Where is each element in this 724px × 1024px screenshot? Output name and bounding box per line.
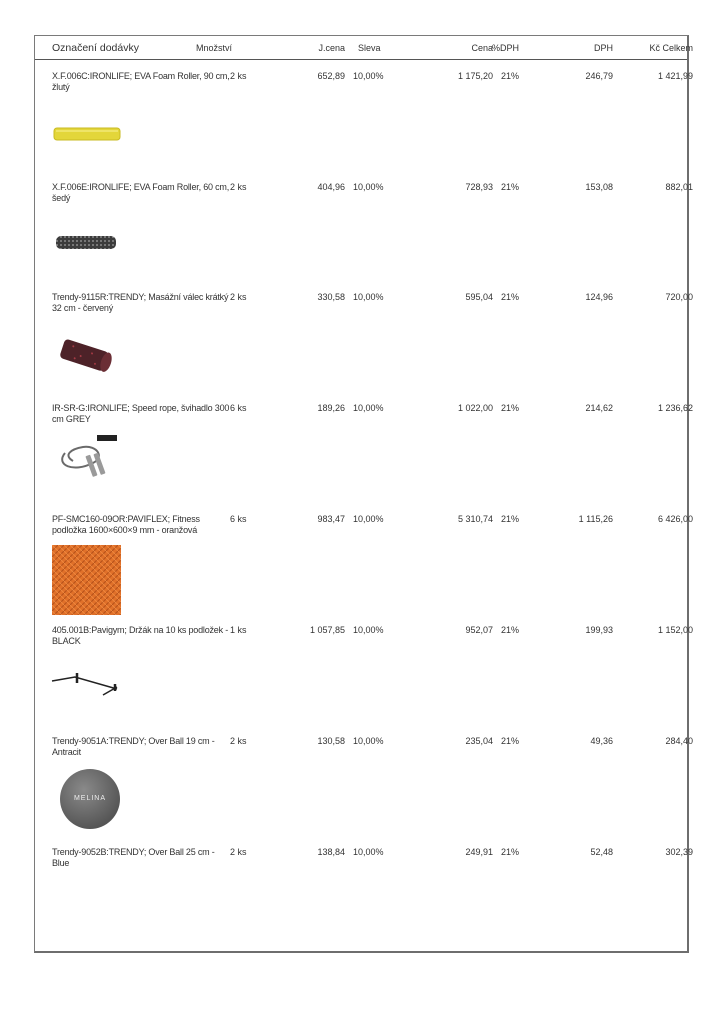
item-qty: 6 ks: [230, 403, 247, 413]
item-discount: 10,00%: [353, 292, 384, 302]
item-discount: 10,00%: [353, 625, 384, 635]
item-name: X.F.006C:IRONLIFE; EVA Foam Roller, 90 cm, žlutý: [52, 71, 230, 92]
grey-foam-roller-image: [55, 235, 119, 251]
header-qty: Množství: [196, 43, 233, 53]
header-name: Označení dodávky: [52, 42, 139, 54]
item-vat: 124,96: [585, 292, 613, 302]
item-vat-pct: 21%: [501, 403, 520, 413]
item-price: 952,07: [465, 625, 493, 635]
header-price: Cena: [471, 43, 493, 53]
item-total: 720,00: [665, 292, 693, 302]
item-name: IR-SR-G:IRONLIFE; Speed rope, švihadlo 300 cm GREY: [52, 403, 230, 424]
table-row: [35, 847, 693, 869]
item-vat-pct: 21%: [501, 292, 520, 302]
item-price: 1 175,20: [457, 71, 493, 81]
item-vat: 214,62: [585, 403, 613, 413]
item-unit-price: 1 057,85: [309, 625, 345, 635]
item-discount: 10,00%: [353, 736, 384, 746]
item-discount: 10,00%: [353, 182, 384, 192]
table-row: [35, 292, 693, 314]
table-row: [35, 403, 693, 425]
item-vat-pct: 21%: [501, 625, 520, 635]
item-qty: 2 ks: [230, 847, 247, 857]
item-unit-price: 983,47: [317, 514, 345, 524]
item-price: 235,04: [465, 736, 493, 746]
table-row: [35, 736, 693, 802]
item-total: 1 236,62: [657, 403, 693, 413]
item-qty: 2 ks: [230, 71, 247, 81]
item-qty: 2 ks: [230, 736, 247, 746]
orange-mat-image: [52, 545, 122, 616]
item-price: 595,04: [465, 292, 493, 302]
item-discount: 10,00%: [353, 71, 384, 81]
item-name: PF-SMC160-09OR:PAVIFLEX; Fitness podložka 1600×600×9 mm - oranžová: [52, 514, 200, 535]
item-discount: 10,00%: [353, 403, 384, 413]
item-vat: 49,36: [590, 736, 613, 746]
item-qty: 6 ks: [230, 514, 247, 524]
item-qty: 2 ks: [230, 292, 247, 302]
item-total: 882,01: [665, 182, 693, 192]
item-vat-pct: 21%: [501, 847, 520, 857]
item-vat-pct: 21%: [501, 71, 520, 81]
item-qty: 1 ks: [230, 625, 247, 635]
item-total: 6 426,00: [657, 514, 693, 524]
item-vat-pct: 21%: [501, 514, 520, 524]
item-unit-price: 404,96: [317, 182, 345, 192]
item-price: 5 310,74: [457, 514, 493, 524]
speed-rope-image: [53, 433, 121, 483]
header-unit-price: J.cena: [318, 43, 345, 53]
item-total: 302,39: [665, 847, 693, 857]
table-row: [35, 71, 693, 93]
item-vat: 246,79: [585, 71, 613, 81]
table-header: [35, 36, 693, 60]
item-discount: 10,00%: [353, 514, 384, 524]
item-price: 1 022,00: [457, 403, 493, 413]
item-name: Trendy-9051A:TRENDY; Over Ball 19 cm - Antracit: [52, 736, 215, 757]
item-vat: 52,48: [590, 847, 613, 857]
item-unit-price: 652,89: [317, 71, 345, 81]
item-discount: 10,00%: [353, 847, 384, 857]
over-ball-image: [59, 768, 121, 830]
item-vat: 153,08: [585, 182, 613, 192]
item-total: 284,40: [665, 736, 693, 746]
item-name: 405.001B:Pavigym; Držák na 10 ks podložek - BLACK: [52, 625, 228, 646]
mat-holder-image: [51, 671, 127, 699]
item-unit-price: 138,84: [317, 847, 345, 857]
item-vat: 1 115,26: [578, 514, 613, 524]
header-total: Kč Celkem: [649, 43, 693, 53]
item-vat-pct: 21%: [501, 736, 520, 746]
table-row: [35, 625, 693, 647]
item-unit-price: 130,58: [317, 736, 345, 746]
item-qty: 2 ks: [230, 182, 247, 192]
header-vat-pct: %DPH: [492, 43, 520, 53]
item-name: Trendy-9052B:TRENDY; Over Ball 25 cm - Blue: [52, 847, 215, 868]
ball-logo-text: MELINA: [73, 795, 107, 802]
item-total: 1 421,99: [657, 71, 693, 81]
header-vat: DPH: [593, 43, 613, 53]
table-row: [35, 182, 693, 204]
header-discount: Sleva: [358, 43, 381, 53]
item-vat-pct: 21%: [501, 182, 520, 192]
invoice-items-table: [34, 35, 693, 953]
item-vat: 199,93: [585, 625, 613, 635]
item-price: 249,91: [465, 847, 493, 857]
item-unit-price: 189,26: [317, 403, 345, 413]
red-massage-roller-image: [57, 336, 117, 376]
yellow-foam-roller-image: [53, 126, 123, 142]
item-name: X.F.006E:IRONLIFE; EVA Foam Roller, 60 cm, šedý: [52, 182, 230, 203]
item-unit-price: 330,58: [317, 292, 345, 302]
item-total: 1 152,00: [657, 625, 693, 635]
table-row: [35, 514, 693, 536]
item-name: Trendy-9115R:TRENDY; Masážní válec krátký 32 cm - červený: [52, 292, 229, 313]
item-price: 728,93: [465, 182, 493, 192]
